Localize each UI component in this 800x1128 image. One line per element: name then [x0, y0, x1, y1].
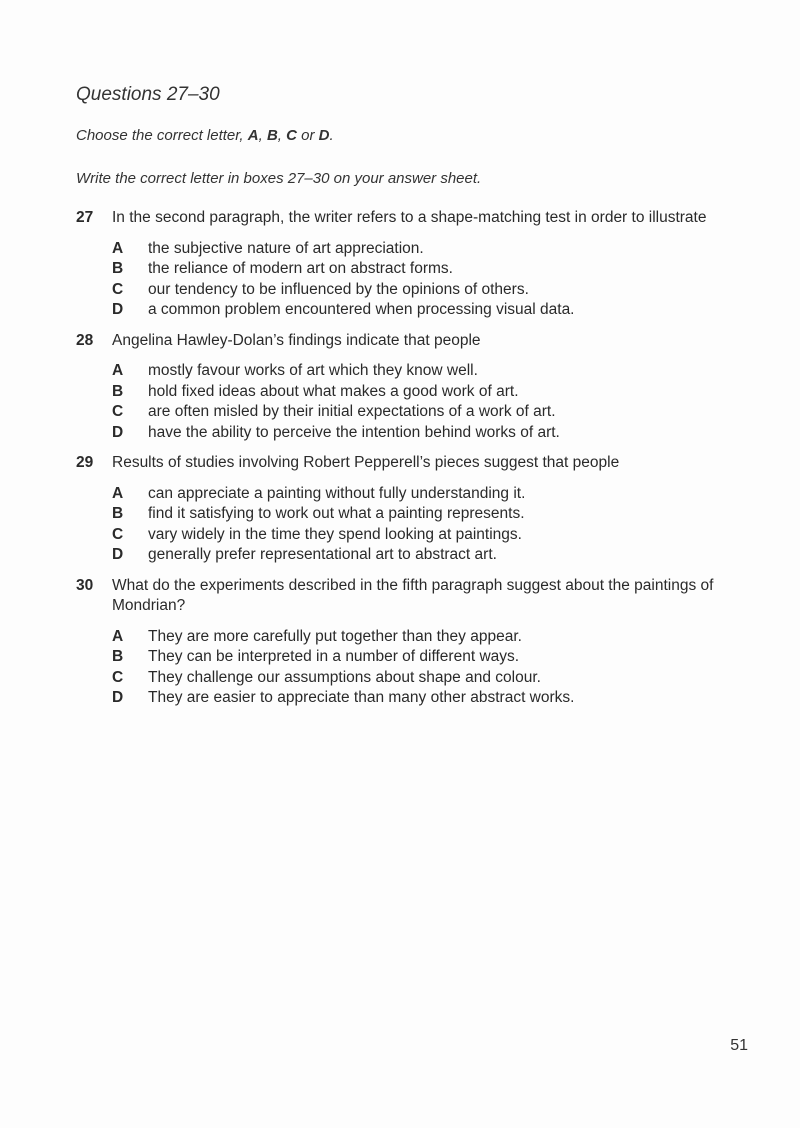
question-30 — [76, 576, 736, 709]
option-letter: D — [112, 423, 124, 441]
option-text: the reliance of modern art on abstract forms. — [148, 260, 453, 277]
option-letter: B — [112, 382, 124, 400]
option-c — [112, 402, 736, 423]
instruction-letter-b: B — [266, 127, 278, 144]
option-b — [112, 647, 736, 668]
instruction-sep: , — [277, 127, 287, 144]
option-text: They challenge our assumptions about shape and colour. — [148, 668, 541, 686]
option-text: have the ability to perceive the intention behind works of art. — [148, 423, 560, 441]
option-a — [112, 361, 736, 382]
instruction-letter-c: C — [286, 127, 297, 144]
section-heading: Questions 27–30 — [76, 84, 220, 105]
instruction-letter-d: D — [318, 127, 330, 144]
question-list — [76, 208, 736, 719]
option-text: can appreciate a painting without fully understanding it. — [148, 484, 526, 502]
option-c — [112, 280, 736, 301]
option-a — [112, 239, 736, 260]
option-d — [112, 688, 736, 709]
option-letter: A — [112, 484, 124, 502]
option-text: mostly favour works of art which they know well. — [148, 362, 478, 379]
option-letter: C — [112, 668, 124, 686]
option-text: generally prefer representational art to abstract art. — [148, 546, 497, 563]
option-letter: D — [112, 301, 124, 318]
question-text: In the second paragraph, the writer refers to a shape-matching test in order to illustrate — [112, 209, 707, 226]
option-letter: B — [112, 260, 124, 277]
option-list — [112, 361, 736, 443]
option-list — [112, 484, 736, 566]
instruction-letter-a: A — [247, 127, 259, 144]
instruction-suffix: . — [329, 127, 334, 144]
option-letter: D — [112, 546, 124, 563]
question-28 — [76, 331, 736, 444]
instruction-answer-sheet: Write the correct letter in boxes 27–30 on your answer sheet. — [76, 170, 482, 187]
option-letter: C — [112, 280, 124, 298]
option-text: They are easier to appreciate than many other abstract works. — [148, 689, 575, 706]
instruction-prefix: Choose the correct letter, — [76, 127, 248, 144]
option-letter: A — [112, 627, 124, 645]
option-letter: D — [112, 689, 124, 706]
option-letter: A — [112, 362, 124, 379]
option-letter: C — [112, 525, 124, 543]
instruction-sep: , — [258, 127, 267, 144]
option-text: a common problem encountered when processing visual data. — [148, 301, 575, 318]
instruction-sep: or — [296, 127, 319, 144]
question-number: 28 — [76, 331, 94, 349]
option-text: hold fixed ideas about what makes a good work of art. — [148, 382, 519, 400]
option-d — [112, 300, 736, 321]
option-d — [112, 545, 736, 566]
option-text: find it satisfying to work out what a painting represents. — [148, 505, 525, 522]
option-text: our tendency to be influenced by the opinions of others. — [148, 280, 529, 298]
question-27 — [76, 208, 736, 321]
option-d — [112, 423, 736, 444]
option-a — [112, 484, 736, 505]
page-number: 51 — [730, 1037, 748, 1054]
question-number: 27 — [76, 209, 94, 226]
question-29 — [76, 453, 736, 566]
option-letter: B — [112, 505, 124, 522]
question-header — [76, 576, 736, 617]
option-a — [112, 627, 736, 648]
option-b — [112, 382, 736, 403]
question-text: What do the experiments described in the fifth paragraph suggest about the paintings of Mondrian? — [112, 576, 714, 614]
option-text: the subjective nature of art appreciation. — [148, 239, 424, 257]
option-c — [112, 525, 736, 546]
question-text: Results of studies involving Robert Pepperell’s pieces suggest that people — [112, 454, 620, 471]
question-text: Angelina Hawley-Dolan’s findings indicate that people — [112, 331, 481, 349]
option-text: vary widely in the time they spend looking at paintings. — [148, 525, 522, 543]
option-letter: B — [112, 648, 124, 665]
option-b — [112, 504, 736, 525]
option-text: are often misled by their initial expectations of a work of art. — [148, 403, 556, 420]
option-letter: C — [112, 403, 124, 420]
option-list — [112, 239, 736, 321]
option-c — [112, 668, 736, 689]
instruction-choose-letter — [76, 127, 334, 144]
question-number: 29 — [76, 454, 94, 471]
question-header — [76, 453, 736, 474]
question-header — [76, 331, 736, 352]
question-header — [76, 208, 736, 229]
option-list — [112, 627, 736, 709]
option-letter: A — [112, 239, 124, 257]
option-text: They can be interpreted in a number of different ways. — [148, 648, 520, 665]
option-text: They are more carefully put together than they appear. — [148, 627, 522, 645]
question-number: 30 — [76, 576, 94, 594]
option-b — [112, 259, 736, 280]
